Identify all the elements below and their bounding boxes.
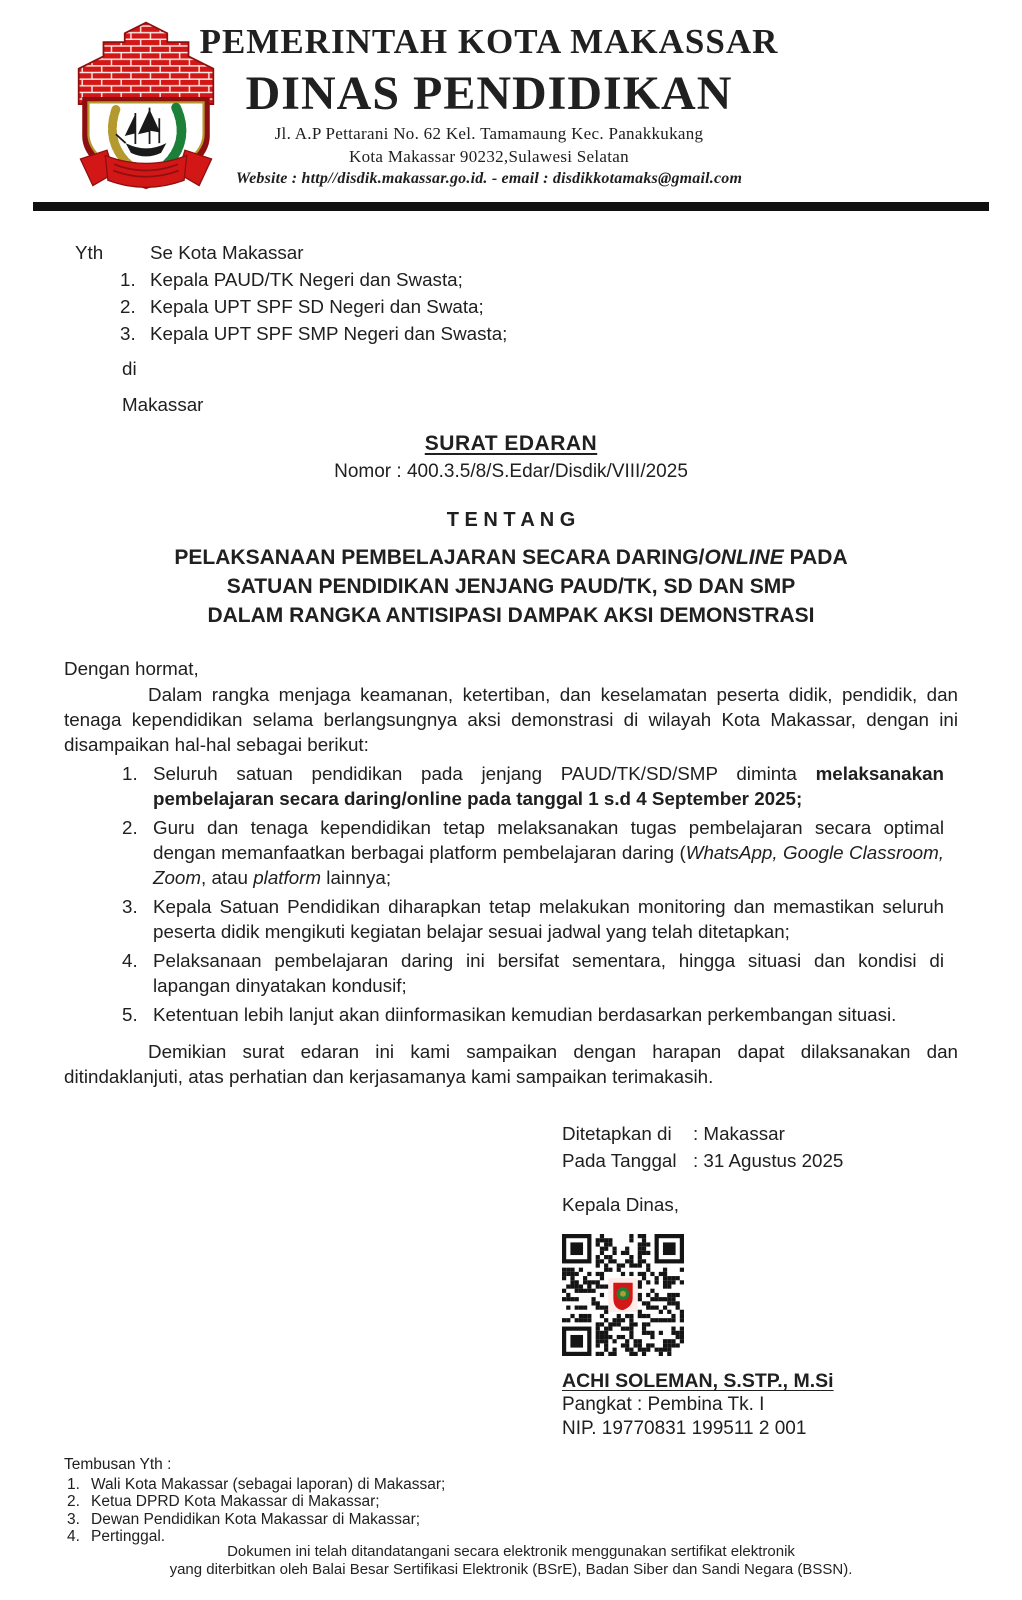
point-row	[122, 894, 944, 944]
text-segment: Guru dan tenaga kependidikan tetap melaksanakan tugas pembelajaran secara optimal dengan memanfaatkan berbagai platform pembelajaran daring (	[153, 817, 944, 863]
carbon-copy-list	[64, 1476, 445, 1546]
carbon-copy-text: Ketua DPRD Kota Makassar di Makassar;	[91, 1493, 380, 1510]
date-value: : 31 Agustus 2025	[693, 1150, 844, 1171]
text-segment: Ketentuan lebih lanjut akan diinformasikan kemudian berdasarkan perkembangan situasi.	[153, 1004, 897, 1025]
numbered-points	[122, 761, 944, 1027]
department-title: DINAS PENDIDIKAN	[245, 67, 733, 120]
point-text	[153, 815, 944, 890]
point-row	[122, 1002, 944, 1027]
carbon-copy-text: Pertinggal.	[91, 1528, 166, 1545]
note-line-2: yang diterbitkan oleh Balai Besar Sertifikasi Elektronik (BSrE), Badan Siber dan Sandi Negara (BSSN).	[169, 1560, 853, 1578]
document-title-line	[64, 601, 958, 630]
recipient-number: 2.	[120, 296, 136, 317]
document-title	[64, 543, 958, 630]
recipient-text: Kepala UPT SPF SMP Negeri dan Swasta;	[150, 323, 508, 344]
carbon-copy-number: 4.	[67, 1528, 80, 1545]
carbon-copy-text: Wali Kota Makassar (sebagai laporan) di Makassar;	[91, 1475, 446, 1493]
place-row	[562, 1120, 962, 1147]
carbon-copy-row	[64, 1493, 445, 1511]
address-line-2: Kota Makassar 90232,Sulawesi Selatan	[349, 147, 629, 166]
recipient-row	[120, 320, 507, 347]
recipient-text: Kepala PAUD/TK Negeri dan Swasta;	[150, 269, 463, 290]
date-row	[562, 1147, 962, 1174]
carbon-copy-number: 3.	[67, 1510, 80, 1528]
recipient-number: 1.	[120, 269, 136, 290]
document-title-line	[64, 572, 958, 601]
letterhead-text	[0, 22, 978, 188]
government-title: PEMERINTAH KOTA MAKASSAR	[199, 22, 779, 61]
note-line-1: Dokumen ini telah ditandatangani secara elektronik menggunakan sertifikat elektronik	[227, 1543, 795, 1560]
place-value: : Makassar	[693, 1123, 785, 1144]
document-type-text: SURAT EDARAN	[424, 432, 598, 455]
text-segment: Seluruh satuan pendidikan pada jenjang PAUD/TK/SD/SMP diminta	[153, 763, 816, 784]
point-text	[153, 1002, 944, 1027]
carbon-copy-number: 2.	[67, 1493, 80, 1510]
point-row	[122, 761, 944, 811]
greeting: Dengan hormat,	[64, 658, 199, 679]
signer-rank: Pangkat : Pembina Tk. I	[562, 1394, 765, 1415]
about-label: T E N T A N G	[446, 509, 576, 531]
salutation: Yth	[75, 242, 104, 263]
carbon-copy-label: Tembusan Yth :	[64, 1456, 172, 1473]
document-number: Nomor : 400.3.5/8/S.Edar/Disdik/VIII/2025	[334, 461, 688, 482]
letterhead-double-rule	[33, 202, 989, 211]
letter-body	[0, 239, 1022, 1089]
signer-name: ACHI SOLEMAN, S.STP., M.Si	[562, 1370, 834, 1392]
carbon-copy-row	[64, 1476, 445, 1494]
carbon-copy-block	[64, 1456, 445, 1546]
recipient-row	[120, 266, 507, 293]
recipient-block	[64, 239, 958, 347]
address-line-1: Jl. A.P Pettarani No. 62 Kel. Tamamaung Kec. Panakkukang	[274, 124, 704, 143]
point-text	[153, 948, 944, 998]
intro-paragraph: Dalam rangka menjaga keamanan, ketertiban, dan keselamatan peserta didik, pendidik, dan tenaga kependidikan selama berlangsungnya aksi demonstrasi di wilayah Kota Makassar, dengan ini disampaikan hal-hal sebagai berikut:	[64, 684, 958, 755]
signer-role: Kepala Dinas,	[562, 1194, 679, 1215]
point-text	[153, 761, 944, 811]
website-email-line: Website : http//disdik.makassar.go.id. - email : disdikkotamaks@gmail.com	[235, 170, 743, 187]
text-segment: PELAKSANAAN PEMBELAJARAN SECARA DARING/	[174, 546, 705, 569]
signature-block	[562, 1120, 962, 1441]
recipient-city: Makassar	[122, 394, 204, 415]
at-word: di	[122, 358, 137, 379]
electronic-signature-note	[0, 1543, 1022, 1578]
text-segment: , atau	[201, 867, 254, 888]
text-segment: lainnya;	[321, 867, 392, 888]
point-number: 5.	[122, 1004, 138, 1025]
text-segment: SATUAN PENDIDIKAN JENJANG PAUD/TK, SD DAN SMP	[226, 575, 796, 598]
text-segment: PADA	[783, 546, 848, 569]
point-text	[153, 894, 944, 944]
place-label: Ditetapkan di	[562, 1123, 672, 1144]
document-type	[64, 430, 958, 457]
document-title-line	[64, 543, 958, 572]
text-segment: Pelaksanaan pembelajaran daring ini bersifat sementara, hingga situasi dan kondisi di lapangan dinyatakan kondusif;	[153, 950, 944, 996]
point-number: 4.	[122, 950, 138, 971]
point-row	[122, 948, 944, 998]
recipient-scope: Se Kota Makassar	[150, 242, 304, 263]
point-number: 2.	[122, 817, 138, 838]
text-segment: Kepala Satuan Pendidikan diharapkan tetap melakukan monitoring dan memastikan seluruh peserta didik mengikuti kegiatan belajar sesuai jadwal yang telah ditetapkan;	[153, 896, 944, 942]
text-segment: DALAM RANGKA ANTISIPASI DAMPAK AKSI DEMONSTRASI	[207, 604, 815, 627]
closing-paragraph: Demikian surat edaran ini kami sampaikan dengan harapan dapat dilaksanakan dan ditindaklanjuti, atas perhatian dan kerjasamanya kami sampaikan terimakasih.	[64, 1041, 958, 1087]
text-segment: platform	[253, 867, 322, 888]
text-segment: ONLINE	[704, 546, 784, 569]
carbon-copy-row	[64, 1511, 445, 1529]
text-segment: melaksanakan pembelajaran secara daring/online pada tanggal 1 s.d 4 September 2025;	[153, 763, 944, 809]
recipient-text: Kepala UPT SPF SD Negeri dan Swata;	[150, 296, 484, 317]
signer-nip: NIP. 19770831 199511 2 001	[562, 1418, 807, 1439]
qr-code-signature-icon	[562, 1234, 684, 1356]
letterhead	[0, 0, 1022, 198]
date-label: Pada Tanggal	[562, 1150, 677, 1171]
carbon-copy-text: Dewan Pendidikan Kota Makassar di Makassar;	[91, 1510, 421, 1528]
point-number: 1.	[122, 763, 138, 784]
recipient-row	[120, 293, 507, 320]
carbon-copy-number: 1.	[67, 1475, 80, 1493]
point-number: 3.	[122, 896, 138, 917]
point-row	[122, 815, 944, 890]
recipient-list	[120, 239, 507, 347]
recipient-number: 3.	[120, 323, 136, 344]
document-heading	[64, 430, 958, 630]
text-segment: WhatsApp, Google Classroom, Zoom	[153, 842, 944, 888]
